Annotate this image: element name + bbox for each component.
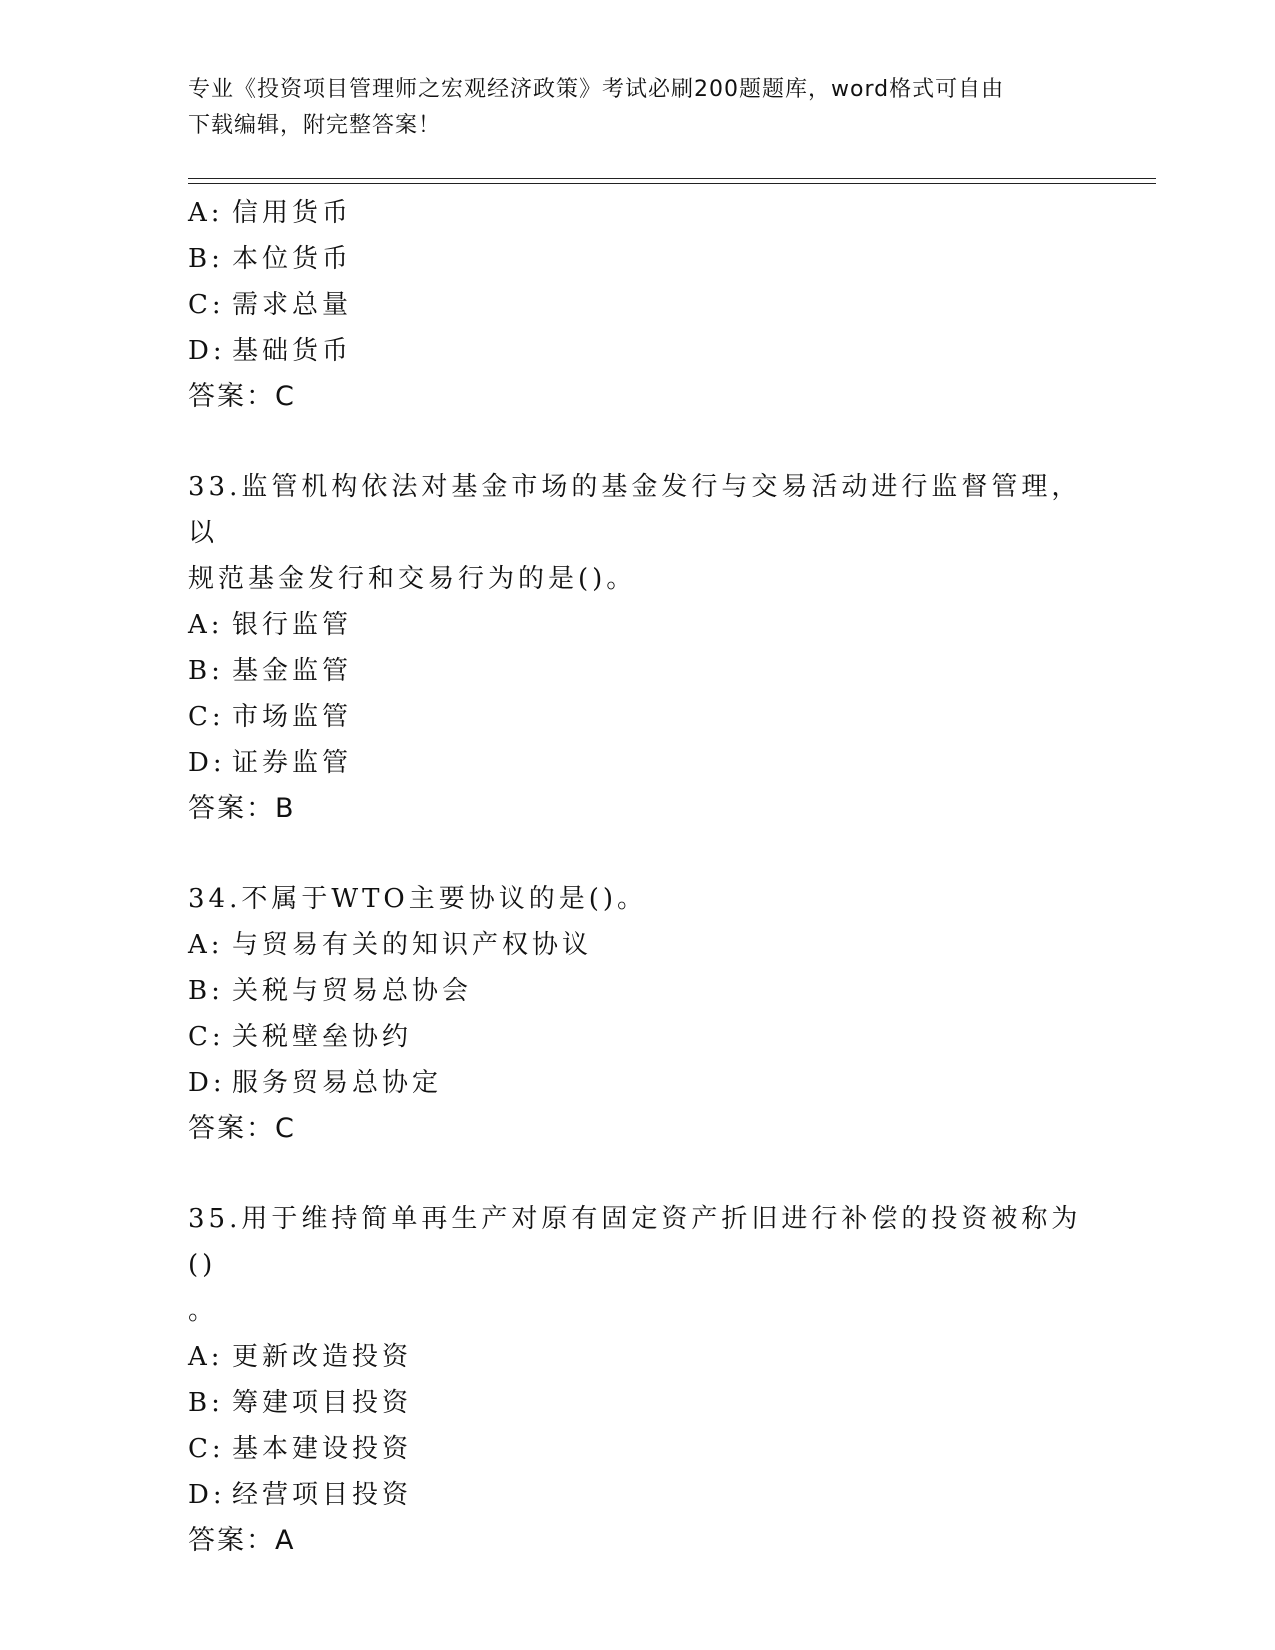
question-list (188, 190, 1088, 1564)
question-block-33 (188, 464, 1088, 832)
answer-line: 答案：C (188, 381, 296, 412)
answer-line: 答案：A (188, 1525, 296, 1556)
question-stem-line-2: 。 (188, 1296, 219, 1326)
option-b: B: 关税与贸易总协会 (188, 976, 473, 1006)
question-stem-line-1: 33.监管机构依法对基金市场的基金发行与交易活动进行监督管理，以 (188, 472, 1082, 548)
option-a: A: 信用货币 (188, 198, 353, 228)
option-a: A: 更新改造投资 (188, 1342, 413, 1372)
question-block-34 (188, 876, 1088, 1152)
option-c: C: 基本建设投资 (188, 1434, 413, 1464)
option-b: B: 本位货币 (188, 244, 353, 274)
option-d: D: 基础货币 (188, 336, 353, 366)
question-stem-line-1: 34.不属于WTO主要协议的是()。 (188, 884, 648, 914)
header-line-2: 下载编辑，附完整答案！ (188, 113, 442, 138)
option-d: D: 经营项目投资 (188, 1480, 413, 1510)
answer-line: 答案：C (188, 1113, 296, 1144)
header-line-1: 专业《投资项目管理师之宏观经济政策》考试必刷200题题库，word格式可自由 (188, 77, 1005, 102)
question-block-35 (188, 1196, 1088, 1564)
option-b: B: 基金监管 (188, 656, 353, 686)
question-stem-line-1: 35.用于维持简单再生产对原有固定资产折旧进行补偿的投资被称为() (188, 1204, 1082, 1280)
answer-line: 答案：B (188, 793, 296, 824)
option-d: D: 服务贸易总协定 (188, 1068, 443, 1098)
option-c: C: 需求总量 (188, 290, 353, 320)
option-a: A: 与贸易有关的知识产权协议 (188, 930, 593, 960)
option-c: C: 关税壁垒协约 (188, 1022, 413, 1052)
option-c: C: 市场监管 (188, 702, 353, 732)
document-header (188, 72, 1088, 144)
option-b: B: 筹建项目投资 (188, 1388, 413, 1418)
option-a: A: 银行监管 (188, 610, 353, 640)
question-block-prev (188, 190, 1088, 420)
header-divider-bottom (188, 183, 1156, 184)
header-divider-top (188, 178, 1156, 179)
option-d: D: 证券监管 (188, 748, 353, 778)
question-stem-line-2: 规范基金发行和交易行为的是()。 (188, 564, 637, 594)
